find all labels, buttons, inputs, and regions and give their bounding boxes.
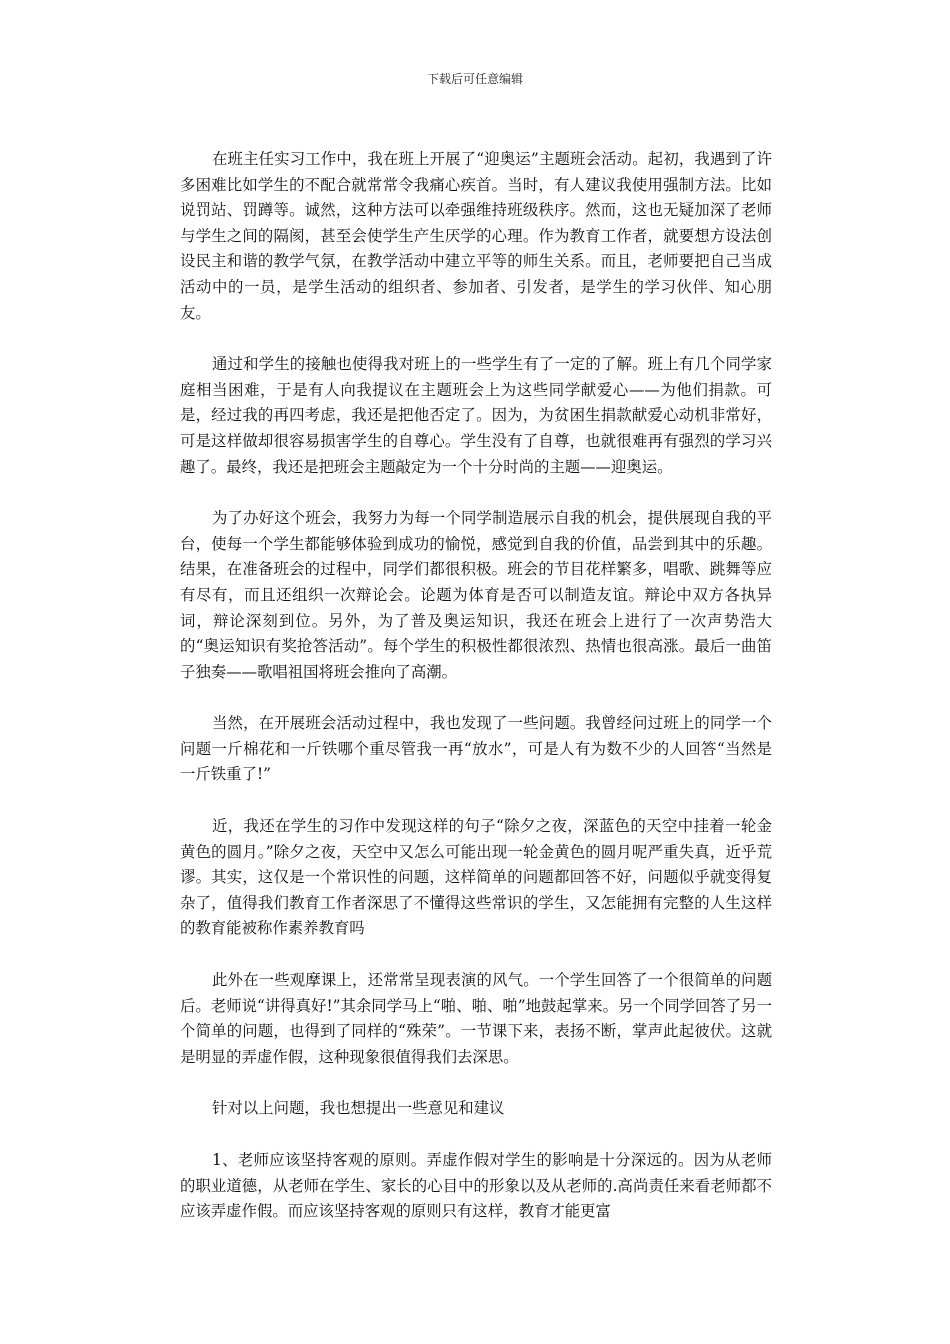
- paragraph-8: 1、老师应该坚持客观的原则。弄虚作假对学生的影响是十分深远的。因为从老师的职业道德，从老师在学生、家长的心目中的形象以及从老师的.高尚责任来看老师都不应该弄虚作假。而应该坚持客观的原则只有这样，教育才能更富: [180, 1151, 772, 1221]
- paragraph-5: 近，我还在学生的习作中发现这样的句子“除夕之夜，深蓝色的天空中挂着一轮金黄色的圆月。”除夕之夜，天空中又怎么可能出现一轮金黄色的圆月呢严重失真，近乎荒谬。其实，这仅是一个常识性的问题，这样简单的问题都回答不好，问题似乎就变得复杂了，值得我们教育工作者深思了不懂得这些常识的学生，又怎能拥有完整的人生这样的教育能被称作素养教育吗: [180, 817, 772, 938]
- paragraph-4: 当然，在开展班会活动过程中，我也发现了一些问题。我曾经问过班上的同学一个问题一斤棉花和一斤铁哪个重尽管我一再“放水”，可是人有为数不少的人回答“当然是一斤铁重了!”: [180, 714, 772, 784]
- paragraph-6: 此外在一些观摩课上，还常常呈现表演的风气。一个学生回答了一个很简单的问题后。老师说“讲得真好!”其余同学马上“啪、啪、啪”地鼓起掌来。另一个同学回答了另一个简单的问题，也得到了同样的“殊荣”。一节课下来，表扬不断，掌声此起彼伏。这就是明显的弄虚作假，这种现象很值得我们去深思。: [180, 971, 772, 1066]
- page-header: 下载后可任意编辑: [426, 72, 523, 86]
- paragraph-7: 针对以上问题，我也想提出一些意见和建议: [212, 1099, 505, 1118]
- paragraph-2: 通过和学生的接触也使得我对班上的一些学生有了一定的了解。班上有几个同学家庭相当困难，于是有人向我提议在主题班会上为这些同学献爱心——为他们捐款。可是，经过我的再四考虑，我还是把他否定了。因为，为贫困生捐款献爱心动机非常好，可是这样做却很容易损害学生的自尊心。学生没有了自尊，也就很难再有强烈的学习兴趣了。最终，我还是把班会主题敲定为一个十分时尚的主题——迎奥运。: [180, 355, 772, 476]
- paragraph-1: 在班主任实习工作中，我在班上开展了“迎奥运”主题班会活动。起初，我遇到了许多困难比如学生的不配合就常常令我痛心疾首。当时，有人建议我使用强制方法。比如说罚站、罚蹲等。诚然，这种方法可以牵强维持班级秩序。然而，这也无疑加深了老师与学生之间的隔阂，甚至会使学生产生厌学的心理。作为教育工作者，就要想方设法创设民主和谐的教学气氛，在教学活动中建立平等的师生关系。而且，老师要把自己当成活动中的一员，是学生活动的组织者、参加者、引发者，是学生的学习伙伴、知心朋友。: [180, 150, 772, 322]
- document-body: [180, 147, 772, 1251]
- paragraph-3: 为了办好这个班会，我努力为每一个同学制造展示自我的机会，提供展现自我的平台，使每一个学生都能够体验到成功的愉悦，感觉到自我的价值，品尝到其中的乐趣。结果，在准备班会的过程中，同学们都很积极。班会的节目花样繁多，唱歌、跳舞等应有尽有，而且还组织一次辩论会。论题为体育是否可以制造友谊。辩论中双方各执异词，辩论深刻到位。另外，为了普及奥运知识，我还在班会上进行了一次声势浩大的“奥运知识有奖抢答活动”。每个学生的积极性都很浓烈、热情也很高涨。最后一曲笛子独奏——歌唱祖国将班会推向了高潮。: [180, 509, 772, 681]
